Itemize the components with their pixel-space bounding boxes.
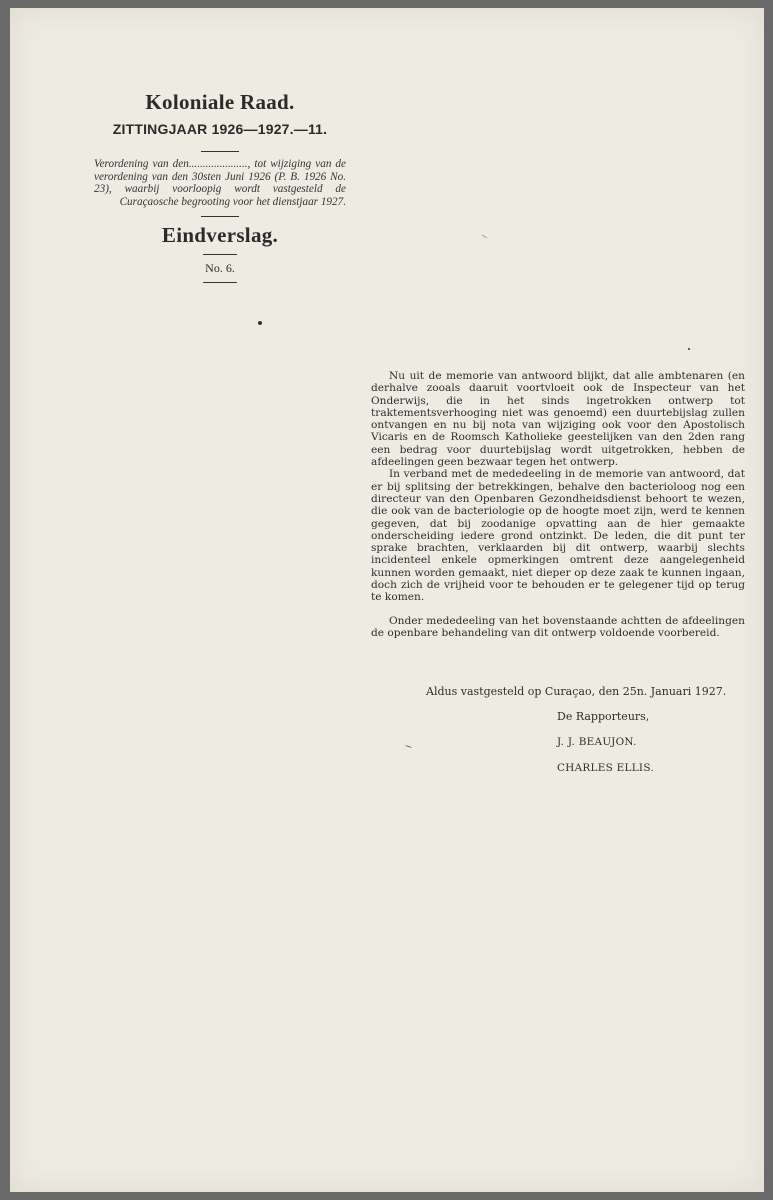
document-page bbox=[10, 8, 764, 1192]
header-block bbox=[94, 90, 346, 289]
session-year: ZITTINGJAAR 1926—1927.—11. bbox=[112, 121, 328, 137]
report-title: Eindverslag. bbox=[161, 223, 279, 248]
ink-speck bbox=[405, 745, 412, 748]
ordinance-subject: Verordening van den....................., tot wijziging van de verordening van den 30sten Juni 1926 (P. B. 1926 No. 23), waarbij voorloopig wordt vastgesteld de Curaçaosche begrooting voor het dienstjaar 1927. bbox=[94, 158, 346, 208]
ink-speck bbox=[258, 321, 262, 325]
place-date: Aldus vastgesteld op Curaçao, den 25n. Januari 1927. bbox=[426, 685, 727, 698]
ink-speck bbox=[688, 348, 690, 350]
paragraph: Onder mededeeling van het bovenstaande achtten de afdeelingen de openbare behandeling van dit ontwerp voldoende voorbereid. bbox=[371, 614, 745, 639]
divider bbox=[203, 282, 237, 283]
council-title: Koloniale Raad. bbox=[145, 90, 295, 114]
divider bbox=[201, 151, 239, 152]
divider bbox=[203, 254, 237, 255]
signatory-name: CHARLES ELLIS. bbox=[557, 762, 654, 774]
report-number: No. 6. bbox=[205, 261, 235, 276]
signatory-name: J. J. BEAUJON. bbox=[557, 736, 637, 748]
divider bbox=[201, 216, 239, 217]
report-body bbox=[371, 370, 745, 639]
paragraph: Nu uit de memorie van antwoord blijkt, dat alle ambtenaren (en derhalve zooals daaruit voortvloeit ook de Inspecteur van het Onderwijs, die in het sinds ingetrokken ontwerp tot traktementsverhooging niet was genoemd) een duurtebijslag zullen ontvangen en nu bij nota van wijziging ook voor den Apostolisch Vicaris en de Roomsch Katholieke geestelijken van den 2den rang een bedrag voor duurtebijslag wordt uitgetrokken, hebben de afdeelingen geen bezwaar tegen het ontwerp. bbox=[371, 370, 745, 469]
ink-speck bbox=[481, 234, 488, 238]
rapporteurs-label: De Rapporteurs, bbox=[557, 710, 650, 723]
paragraph: In verband met de mededeeling in de memorie van antwoord, dat er bij splitsing der betrekkingen, behalve den bacterioloog nog een directeur van den Openbaren Gezondheidsdienst behoort te wezen, die ook van de bacteriologie op de hoogte moet zijn, werd te kennen gegeven, dat bij zoodanige opvatting aan de hier gemaakte onderscheiding iedere grond ontzinkt. De leden, die dit punt ter sprake brachten, verklaarden bij dit ontwerp, waarbij slechts incidenteel enkele opmerkingen omtrent deze aangelegenheid kunnen worden gemaakt, niet dieper op deze zaak te kunnen ingaan, doch zich de vrijheid voor te behouden er te gelegener tijd op terug te komen. bbox=[371, 468, 745, 604]
